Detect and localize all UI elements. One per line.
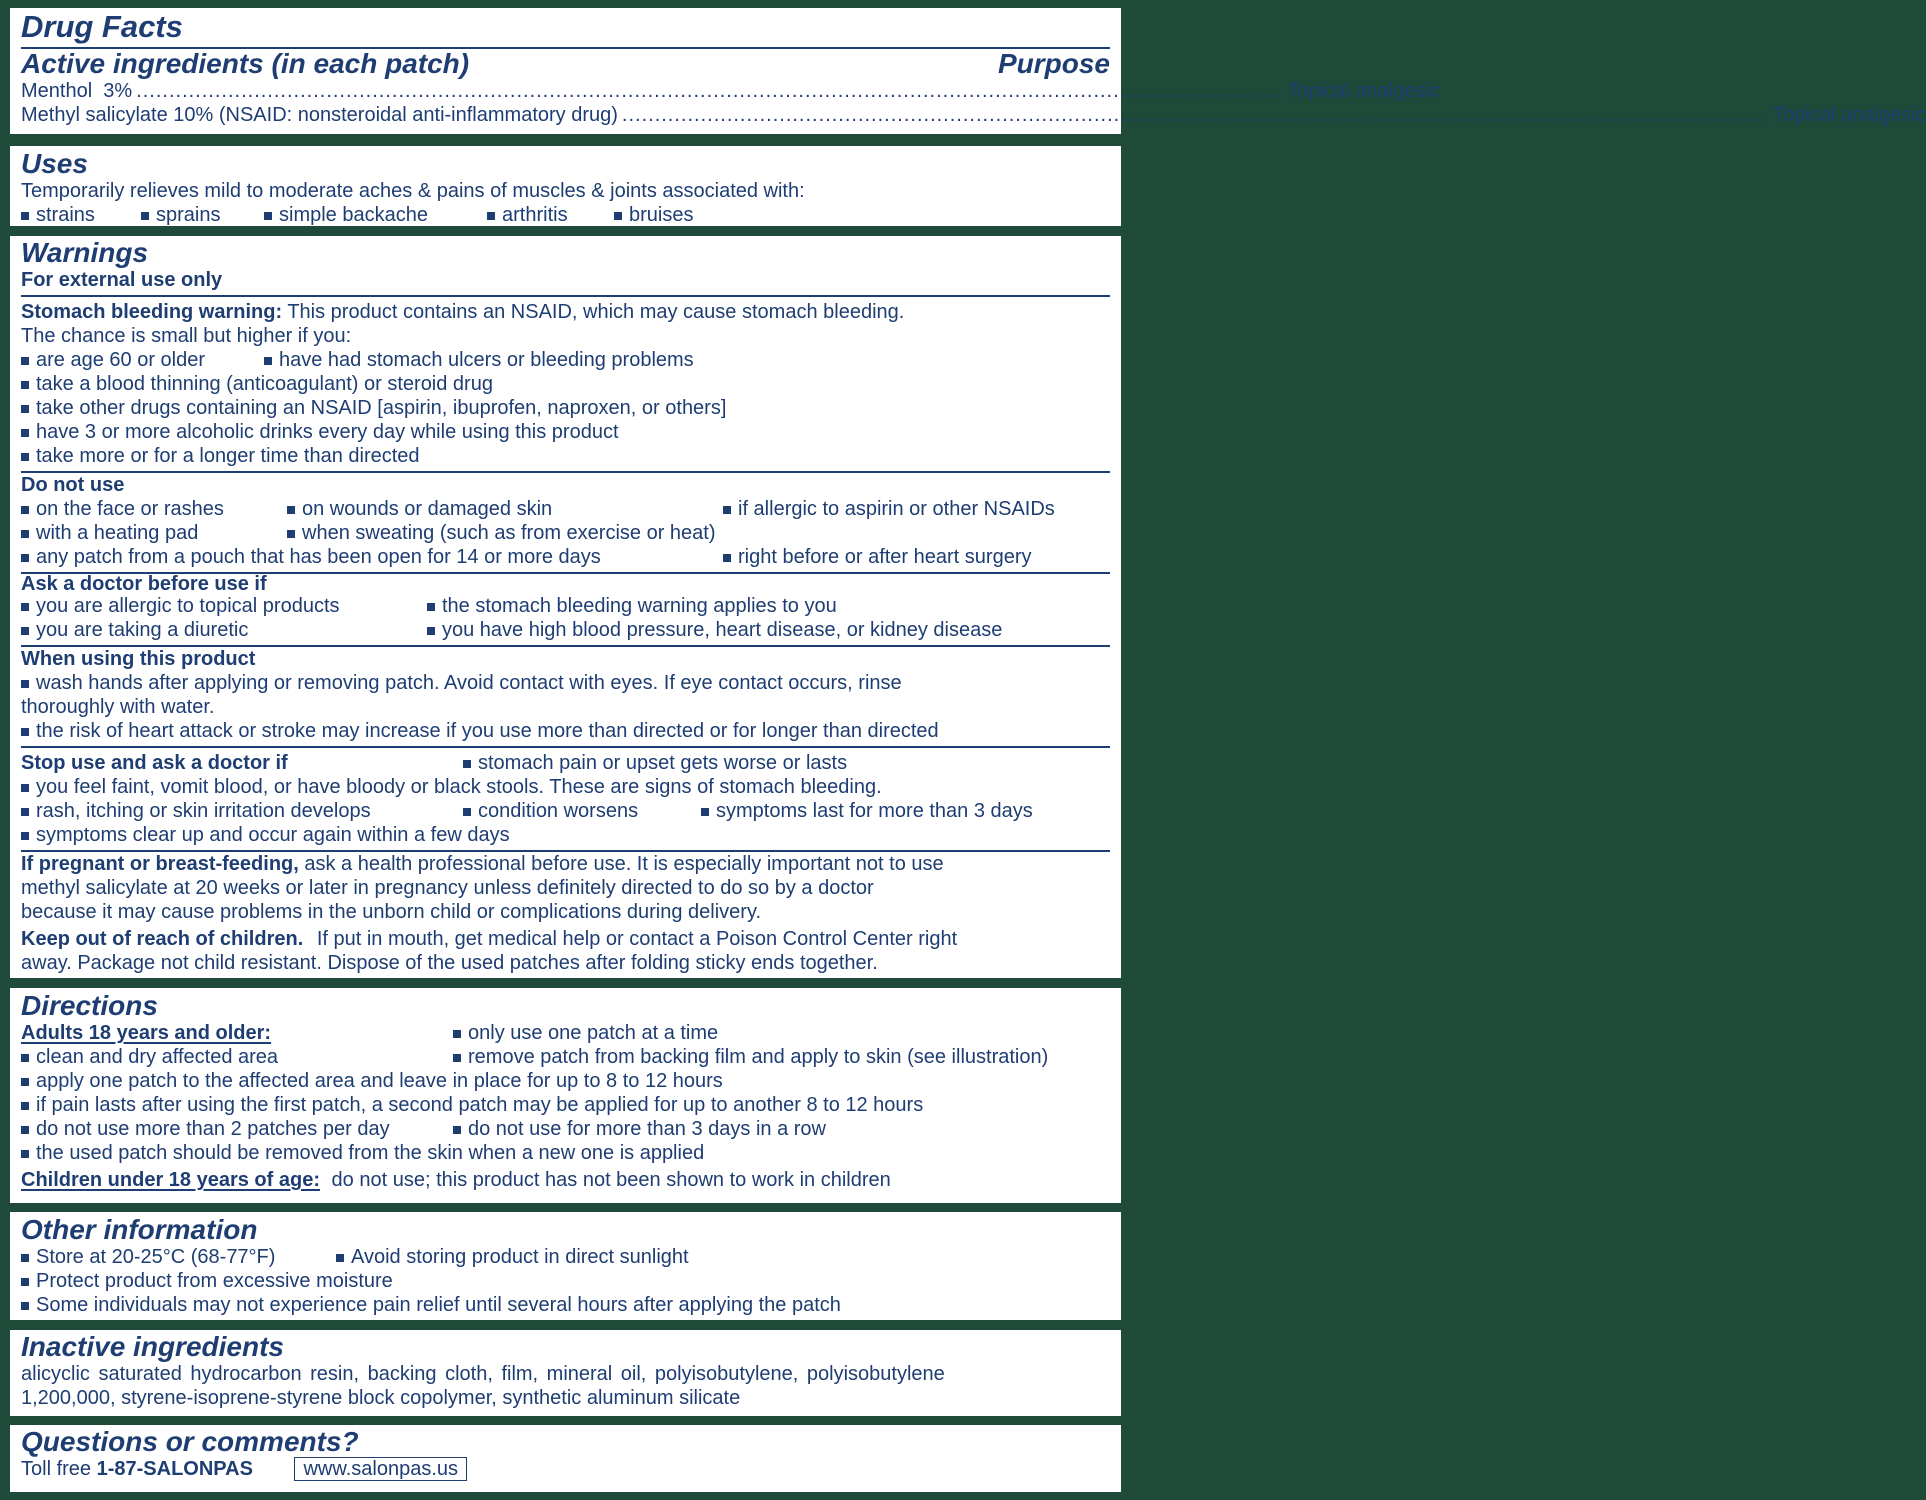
- list-item: on the face or rashes: [21, 497, 224, 521]
- children-directions: Children under 18 years of age: do not use; this product has not been shown to work in children: [21, 1169, 891, 1191]
- directions-row: [21, 1045, 1110, 1069]
- list-item: the stomach bleeding warning applies to you: [427, 594, 837, 618]
- pregnancy-warning-text: because it may cause problems in the unborn child or complications during delivery.: [21, 901, 762, 923]
- when-using-heading: When using this product: [21, 648, 256, 670]
- stop-use-row: [21, 751, 1110, 775]
- list-item: arthritis: [487, 203, 568, 227]
- do-not-use-heading: Do not use: [21, 474, 125, 496]
- section-rule: [21, 295, 1110, 297]
- questions-heading: Questions or comments?: [21, 1426, 359, 1457]
- list-item: clean and dry affected area: [21, 1045, 278, 1069]
- list-item: stomach pain or upset gets worse or lasts: [463, 751, 847, 775]
- list-item: on wounds or damaged skin: [287, 497, 552, 521]
- list-item: strains: [21, 203, 95, 227]
- list-item: you are allergic to topical products: [21, 594, 340, 618]
- do-not-use-row: [21, 521, 1110, 545]
- keep-out-of-reach: Keep out of reach of children. If put in mouth, get medical help or contact a Poison Control Center right: [21, 928, 958, 950]
- directions-row: [21, 1021, 1110, 1045]
- list-item: you feel faint, vomit blood, or have bloody or black stools. These are signs of stomach bleeding.: [21, 775, 1110, 799]
- list-item: condition worsens: [463, 799, 638, 823]
- other-information-heading: Other information: [21, 1214, 258, 1245]
- list-item: you have high blood pressure, heart disease, or kidney disease: [427, 618, 1002, 642]
- inactive-ingredients-text: alicyclic saturated hydrocarbon resin, backing cloth, film, mineral oil, polyisobutylene, polyisobutylene: [21, 1363, 945, 1385]
- ingredient-row: Methyl salicylate 10% (NSAID: nonsteroidal anti-inflammatory drug) ............................................................................................................................................................................... Topical analgesic: [21, 104, 1926, 126]
- list-item: only use one patch at a time: [453, 1021, 718, 1045]
- uses-panel: [10, 146, 1121, 226]
- stomach-warning: Stomach bleeding warning: This product contains an NSAID, which may cause stomach bleeding.: [21, 301, 905, 323]
- other-information-panel: [10, 1212, 1121, 1320]
- section-rule: [21, 746, 1110, 748]
- list-item: when sweating (such as from exercise or heat): [287, 521, 716, 545]
- list-item: if pain lasts after using the first patch, a second patch may be applied for up to another 8 to 12 hours: [21, 1093, 1110, 1117]
- uses-text: Temporarily relieves mild to moderate aches & pains of muscles & joints associated with:: [21, 180, 805, 202]
- list-item: Protect product from excessive moisture: [21, 1269, 1110, 1293]
- list-item: wash hands after applying or removing patch. Avoid contact with eyes. If eye contact occurs, rinse: [21, 671, 1110, 695]
- website-link[interactable]: www.salonpas.us: [294, 1457, 467, 1481]
- list-item-continued: thoroughly with water.: [21, 696, 215, 718]
- warnings-heading: Warnings: [21, 237, 149, 268]
- list-item: apply one patch to the affected area and leave in place for up to 8 to 12 hours: [21, 1069, 1110, 1093]
- ask-doctor-row: [21, 618, 1110, 642]
- active-heading-row: [21, 49, 1110, 79]
- list-item: rash, itching or skin irritation develops: [21, 799, 371, 823]
- external-use: For external use only: [21, 269, 223, 291]
- list-item: Store at 20-25°C (68-77°F): [21, 1245, 275, 1269]
- toll-free-label: Toll free: [21, 1458, 97, 1480]
- do-not-use-row: [21, 545, 1110, 569]
- list-item: have had stomach ulcers or bleeding problems: [264, 348, 694, 372]
- active-heading: Active ingredients (in each patch): [21, 48, 470, 79]
- uses-list: [21, 203, 1110, 227]
- directions-panel: [10, 988, 1121, 1203]
- phone-number[interactable]: 1-87-SALONPAS: [96, 1458, 253, 1480]
- active-ingredients-panel: [10, 8, 1926, 134]
- list-item: do not use more than 2 patches per day: [21, 1117, 390, 1141]
- do-not-use-row: [21, 497, 1110, 521]
- list-item: take other drugs containing an NSAID [aspirin, ibuprofen, naproxen, or others]: [21, 396, 1110, 420]
- inactive-ingredients-text: 1,200,000, styrene-isoprene-styrene block copolymer, synthetic aluminum silicate: [21, 1387, 741, 1409]
- warnings-panel: [10, 236, 1121, 978]
- list-item: with a heating pad: [21, 521, 198, 545]
- keep-out-of-reach-text: away. Package not child resistant. Dispose of the used patches after folding sticky ends together.: [21, 952, 878, 974]
- list-item: any patch from a pouch that has been open for 14 or more days: [21, 545, 601, 569]
- stop-use-heading: Stop use and ask a doctor if: [21, 752, 288, 774]
- questions-panel: [10, 1425, 1121, 1492]
- ingredient-row: Menthol 3% ............................................................................................................................................................................... Topical analgesic: [21, 80, 1440, 102]
- stomach-list-row: [21, 348, 1110, 372]
- other-information-row: [21, 1245, 1110, 1269]
- list-item: the risk of heart attack or stroke may increase if you use more than directed or for longer than directed: [21, 719, 1110, 743]
- ask-doctor-row: [21, 594, 1110, 618]
- pregnancy-warning-text: methyl salicylate at 20 weeks or later in pregnancy unless definitely directed to do so by a doctor: [21, 877, 874, 899]
- list-item: if allergic to aspirin or other NSAIDs: [723, 497, 1055, 521]
- list-item: take a blood thinning (anticoagulant) or steroid drug: [21, 372, 1110, 396]
- list-item: remove patch from backing film and apply to skin (see illustration): [453, 1045, 1048, 1069]
- pregnancy-warning: If pregnant or breast-feeding, ask a health professional before use. It is especially important not to use: [21, 853, 944, 875]
- list-item: the used patch should be removed from the skin when a new one is applied: [21, 1141, 1110, 1165]
- directions-heading: Directions: [21, 990, 158, 1021]
- inactive-ingredients-panel: [10, 1330, 1121, 1416]
- list-item: you are taking a diuretic: [21, 618, 248, 642]
- ask-doctor-heading: Ask a doctor before use if: [21, 573, 267, 595]
- list-item: Avoid storing product in direct sunlight: [336, 1245, 689, 1269]
- list-item: simple backache: [264, 203, 428, 227]
- list-item: have 3 or more alcoholic drinks every day while using this product: [21, 420, 1110, 444]
- list-item: symptoms last for more than 3 days: [701, 799, 1033, 823]
- purpose-heading: Purpose: [997, 48, 1110, 79]
- stop-use-row: [21, 799, 1110, 823]
- uses-heading: Uses: [21, 148, 88, 179]
- list-item: do not use for more than 3 days in a row: [453, 1117, 826, 1141]
- list-item: take more or for a longer time than directed: [21, 444, 1110, 468]
- list-item: symptoms clear up and occur again within a few days: [21, 823, 1110, 847]
- list-item: Some individuals may not experience pain relief until several hours after applying the patch: [21, 1293, 1110, 1317]
- drug-facts-title: Drug Facts: [21, 9, 183, 44]
- stomach-warning-text: The chance is small but higher if you:: [21, 325, 352, 347]
- list-item: sprains: [141, 203, 220, 227]
- adults-label: Adults 18 years and older:: [21, 1022, 272, 1044]
- directions-row: [21, 1117, 1110, 1141]
- inactive-ingredients-heading: Inactive ingredients: [21, 1331, 284, 1362]
- contact-row: [21, 1457, 1110, 1481]
- list-item: are age 60 or older: [21, 348, 205, 372]
- list-item: right before or after heart surgery: [723, 545, 1031, 569]
- list-item: bruises: [614, 203, 693, 227]
